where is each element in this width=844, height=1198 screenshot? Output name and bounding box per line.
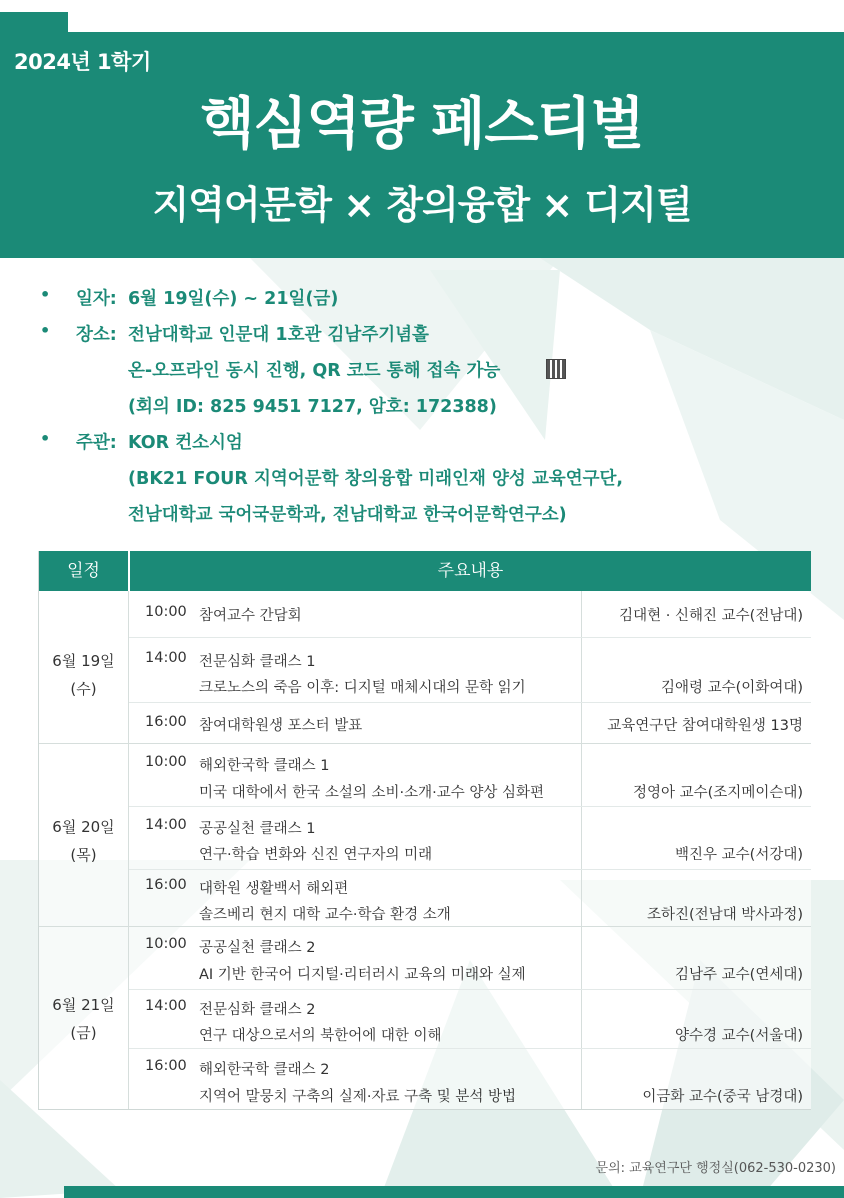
session-detail: 연구 대상으로서의 북한어에 대한 이해: [199, 1028, 442, 1044]
header-content: 주요내용: [130, 551, 811, 591]
session-time: 14:00: [145, 817, 187, 833]
session-title: 해외한국학 클래스 1: [199, 758, 330, 774]
session-row: [129, 591, 811, 637]
session-speaker: 교육연구단 참여대학원생 13명: [607, 718, 803, 734]
place-online-note: 온-오프라인 동시 진행, QR 코드 통해 접속 가능: [128, 361, 501, 381]
semester-label: 2024년 1학기: [14, 50, 151, 74]
footer-bar: [64, 1186, 844, 1198]
session-speaker: 김대현 · 신해진 교수(전남대): [619, 608, 803, 624]
host-detail-2: 전남대학교 국어국문학과, 전남대학교 한국어문학연구소): [128, 505, 567, 525]
host-detail-1: (BK21 FOUR 지역어문학 창의융합 미래인재 양성 교육연구단,: [128, 469, 624, 489]
schedule-table: [38, 551, 811, 1110]
place-value: 전남대학교 인문대 1호관 김남주기념홀: [128, 325, 429, 345]
day-weekday: (수): [70, 680, 97, 698]
day-date: 6월 21일: [52, 996, 115, 1014]
session-row: [129, 870, 811, 926]
session-detail: 솔즈베리 현지 대학 교수·학습 환경 소개: [199, 907, 451, 923]
contact-info: 문의: 교육연구단 행정실(062-530-0230): [595, 1161, 836, 1176]
session-detail: 연구·학습 변화와 신진 연구자의 미래: [199, 847, 433, 863]
session-speaker: 정영아 교수(조지메이슨대): [633, 785, 803, 801]
session-row: [129, 927, 811, 989]
session-title: 참여대학원생 포스터 발표: [199, 718, 363, 734]
session-title: 해외한국학 클래스 2: [199, 1062, 330, 1078]
session-title: 전문심화 클래스 1: [199, 654, 316, 670]
header-tab-notch: [0, 12, 68, 34]
bullet-icon: •: [40, 321, 51, 340]
session-detail: 지역어 말뭉치 구축의 실제·자료 구축 및 분석 방법: [199, 1089, 517, 1105]
session-row: [129, 990, 811, 1048]
header-date: 일정: [39, 551, 128, 591]
bullet-icon: •: [40, 429, 51, 448]
session-speaker: 백진우 교수(서강대): [675, 847, 803, 863]
session-detail: AI 기반 한국어 디지털·리터러시 교육의 미래와 실제: [199, 967, 526, 983]
session-title: 참여교수 간담회: [199, 608, 302, 624]
bullet-icon: •: [40, 285, 51, 304]
date-value: 6월 19일(수) ~ 21일(금): [128, 289, 339, 309]
session-speaker: 양수경 교수(서울대): [675, 1028, 803, 1044]
page-subtitle: 지역어문학 × 창의융합 × 디지털: [152, 183, 692, 227]
session-row: [129, 807, 811, 869]
qr-code-icon[interactable]: [546, 359, 566, 379]
session-time: 14:00: [145, 650, 187, 666]
day-date: 6월 19일: [52, 652, 115, 670]
day-weekday: (목): [70, 846, 97, 864]
session-time: 10:00: [145, 754, 187, 770]
day-weekday: (금): [70, 1024, 97, 1042]
session-row: [129, 744, 811, 806]
place-label: 장소:: [76, 325, 117, 345]
page-title: 핵심역량 페스티벌: [200, 92, 644, 157]
session-speaker: 이금화 교수(중국 남경대): [642, 1089, 803, 1105]
session-time: 16:00: [145, 877, 187, 893]
session-time: 14:00: [145, 998, 187, 1014]
session-time: 16:00: [145, 1058, 187, 1074]
session-title: 공공실천 클래스 1: [199, 821, 316, 837]
session-title: 대학원 생활백서 해외편: [199, 881, 349, 897]
session-title: 공공실천 클래스 2: [199, 940, 316, 956]
day-date: 6월 20일: [52, 818, 115, 836]
header-banner: [0, 32, 844, 258]
session-title: 전문심화 클래스 2: [199, 1002, 316, 1018]
session-time: 16:00: [145, 714, 187, 730]
session-detail: 미국 대학에서 한국 소설의 소비·소개·교수 양상 심화편: [199, 785, 545, 801]
session-speaker: 김애령 교수(이화여대): [661, 680, 803, 696]
session-speaker: 김남주 교수(연세대): [675, 967, 803, 983]
session-row: [129, 703, 811, 743]
host-label: 주관:: [76, 433, 117, 453]
session-row: [129, 638, 811, 702]
session-time: 10:00: [145, 936, 187, 952]
session-detail: 크로노스의 죽음 이후: 디지털 매체시대의 문학 읽기: [199, 680, 526, 696]
meeting-id: (회의 ID: 825 9451 7127, 암호: 172388): [128, 397, 497, 417]
session-time: 10:00: [145, 604, 187, 620]
date-label: 일자:: [76, 289, 117, 309]
session-row: [129, 1049, 811, 1109]
session-speaker: 조하진(전남대 박사과정): [647, 907, 803, 923]
host-value: KOR 컨소시엄: [128, 433, 243, 453]
